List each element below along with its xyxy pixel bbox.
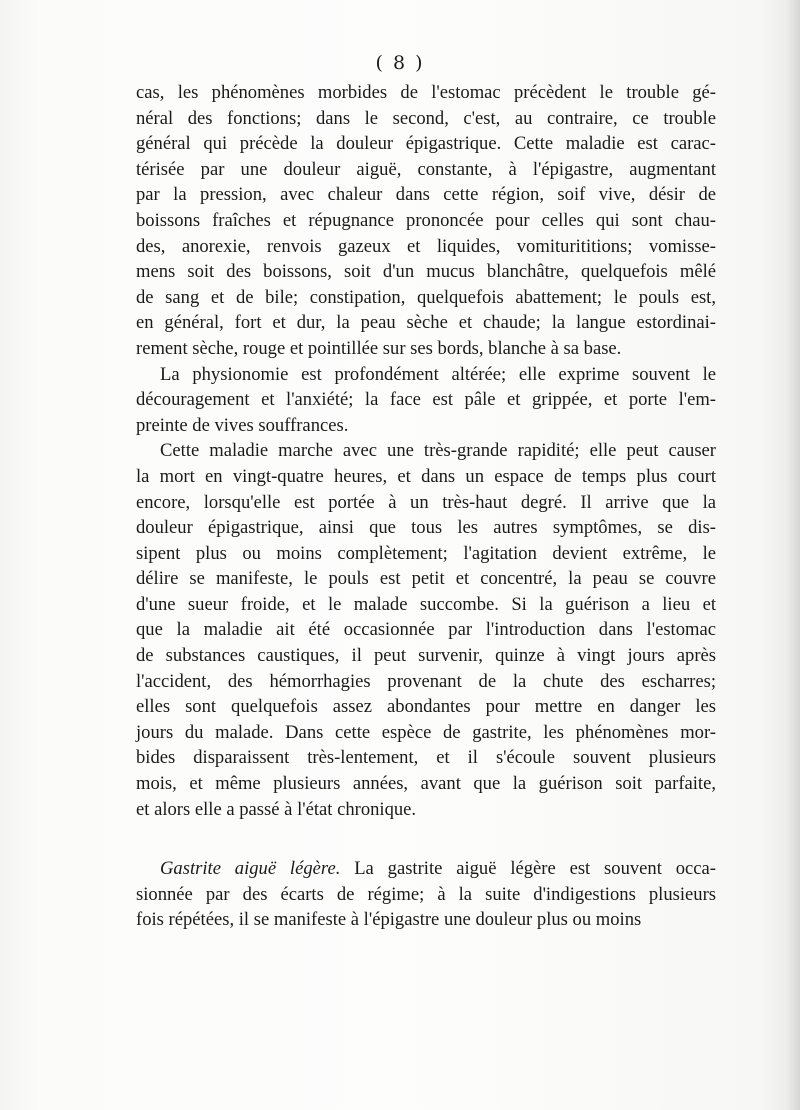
text-line: la mort en vingt-quatre heures, et dans un espace de temps plus court (136, 465, 716, 487)
text-line: boissons fraîches et répugnance prononcée pour celles qui sont chau- (136, 209, 716, 231)
text-line: par la pression, avec chaleur dans cette région, soif vive, désir de (136, 184, 716, 206)
text-line: elles sont quelquefois assez abondantes pour mettre en danger les (136, 696, 716, 718)
text-line: de sang et de bile; constipation, quelquefois abattement; le pouls est, (136, 286, 716, 308)
text-line: sionnée par des écarts de régime; à la suite d'indigestions plusieurs (136, 883, 716, 905)
body-text (136, 80, 716, 933)
text-line: délire se manifeste, le pouls est petit et concentré, la peau se couvre (136, 568, 716, 590)
text-line: l'accident, des hémorrhagies provenant de la chute des escharres; (136, 670, 716, 692)
text-line: rement sèche, rouge et pointillée sur ses bords, blanche à sa base. (136, 337, 622, 359)
text-line: jours du malade. Dans cette espèce de gastrite, les phénomènes mor- (136, 721, 716, 743)
section-paragraph (136, 856, 716, 933)
text-line: térisée par une douleur aiguë, constante, à l'épigastre, augmentant (136, 158, 716, 180)
text-line (136, 856, 716, 882)
text-line: fois répétées, il se manifeste à l'épigastre une douleur plus ou moins (136, 909, 642, 931)
text-line: preinte de vives souffrances. (136, 414, 349, 436)
text-line: douleur épigastrique, ainsi que tous les autres symptômes, se dis- (136, 517, 716, 539)
paragraph (136, 80, 716, 362)
text-line: mens soit des boissons, soit d'un mucus blanchâtre, quelquefois mêlé (136, 261, 716, 283)
text-line: encore, lorsqu'elle est portée à un très-haut degré. Il arrive que la (136, 491, 716, 513)
page-number: ( 8 ) (375, 52, 425, 74)
text-line: néral des fonctions; dans le second, c'est, au contraire, ce trouble (136, 107, 716, 129)
paragraph (136, 438, 716, 822)
section-heading: Gastrite aiguë légère. (160, 858, 341, 880)
text-line: général qui précède la douleur épigastrique. Cette maladie est carac- (136, 133, 716, 155)
page-edge-shadow (786, 0, 800, 1110)
text-line: en général, fort et dur, la peau sèche et chaude; la langue estordinai- (136, 312, 716, 334)
text-line: mois, et même plusieurs années, avant que la guérison soit parfaite, (136, 773, 716, 795)
text-line: sipent plus ou moins complètement; l'agitation devient extrême, le (136, 542, 716, 564)
text-line: d'une sueur froide, et le malade succombe. Si la guérison a lieu et (136, 593, 716, 615)
paragraph (136, 362, 716, 439)
heading-run-text: La gastrite aiguë légère est souvent occa- (340, 858, 716, 880)
text-line: des, anorexie, renvois gazeux et liquides, vomiturititions; vomisse- (136, 235, 716, 257)
text-line: et alors elle a passé à l'état chronique. (136, 798, 417, 820)
text-line: Cette maladie marche avec une très-grande rapidité; elle peut causer (160, 440, 716, 462)
text-line: cas, les phénomènes morbides de l'estomac précèdent le trouble gé- (136, 82, 716, 103)
section-gap (136, 822, 716, 856)
text-line: que la maladie ait été occasionnée par l'introduction dans l'estomac (136, 619, 716, 641)
text-line: La physionomie est profondément altérée; elle exprime souvent le (160, 363, 716, 385)
text-line: découragement et l'anxiété; la face est pâle et grippée, et porte l'em- (136, 389, 716, 411)
text-line: de substances caustiques, il peut survenir, quinze à vingt jours après (136, 645, 716, 667)
text-line: bides disparaissent très-lentement, et il s'écoule souvent plusieurs (136, 747, 716, 769)
